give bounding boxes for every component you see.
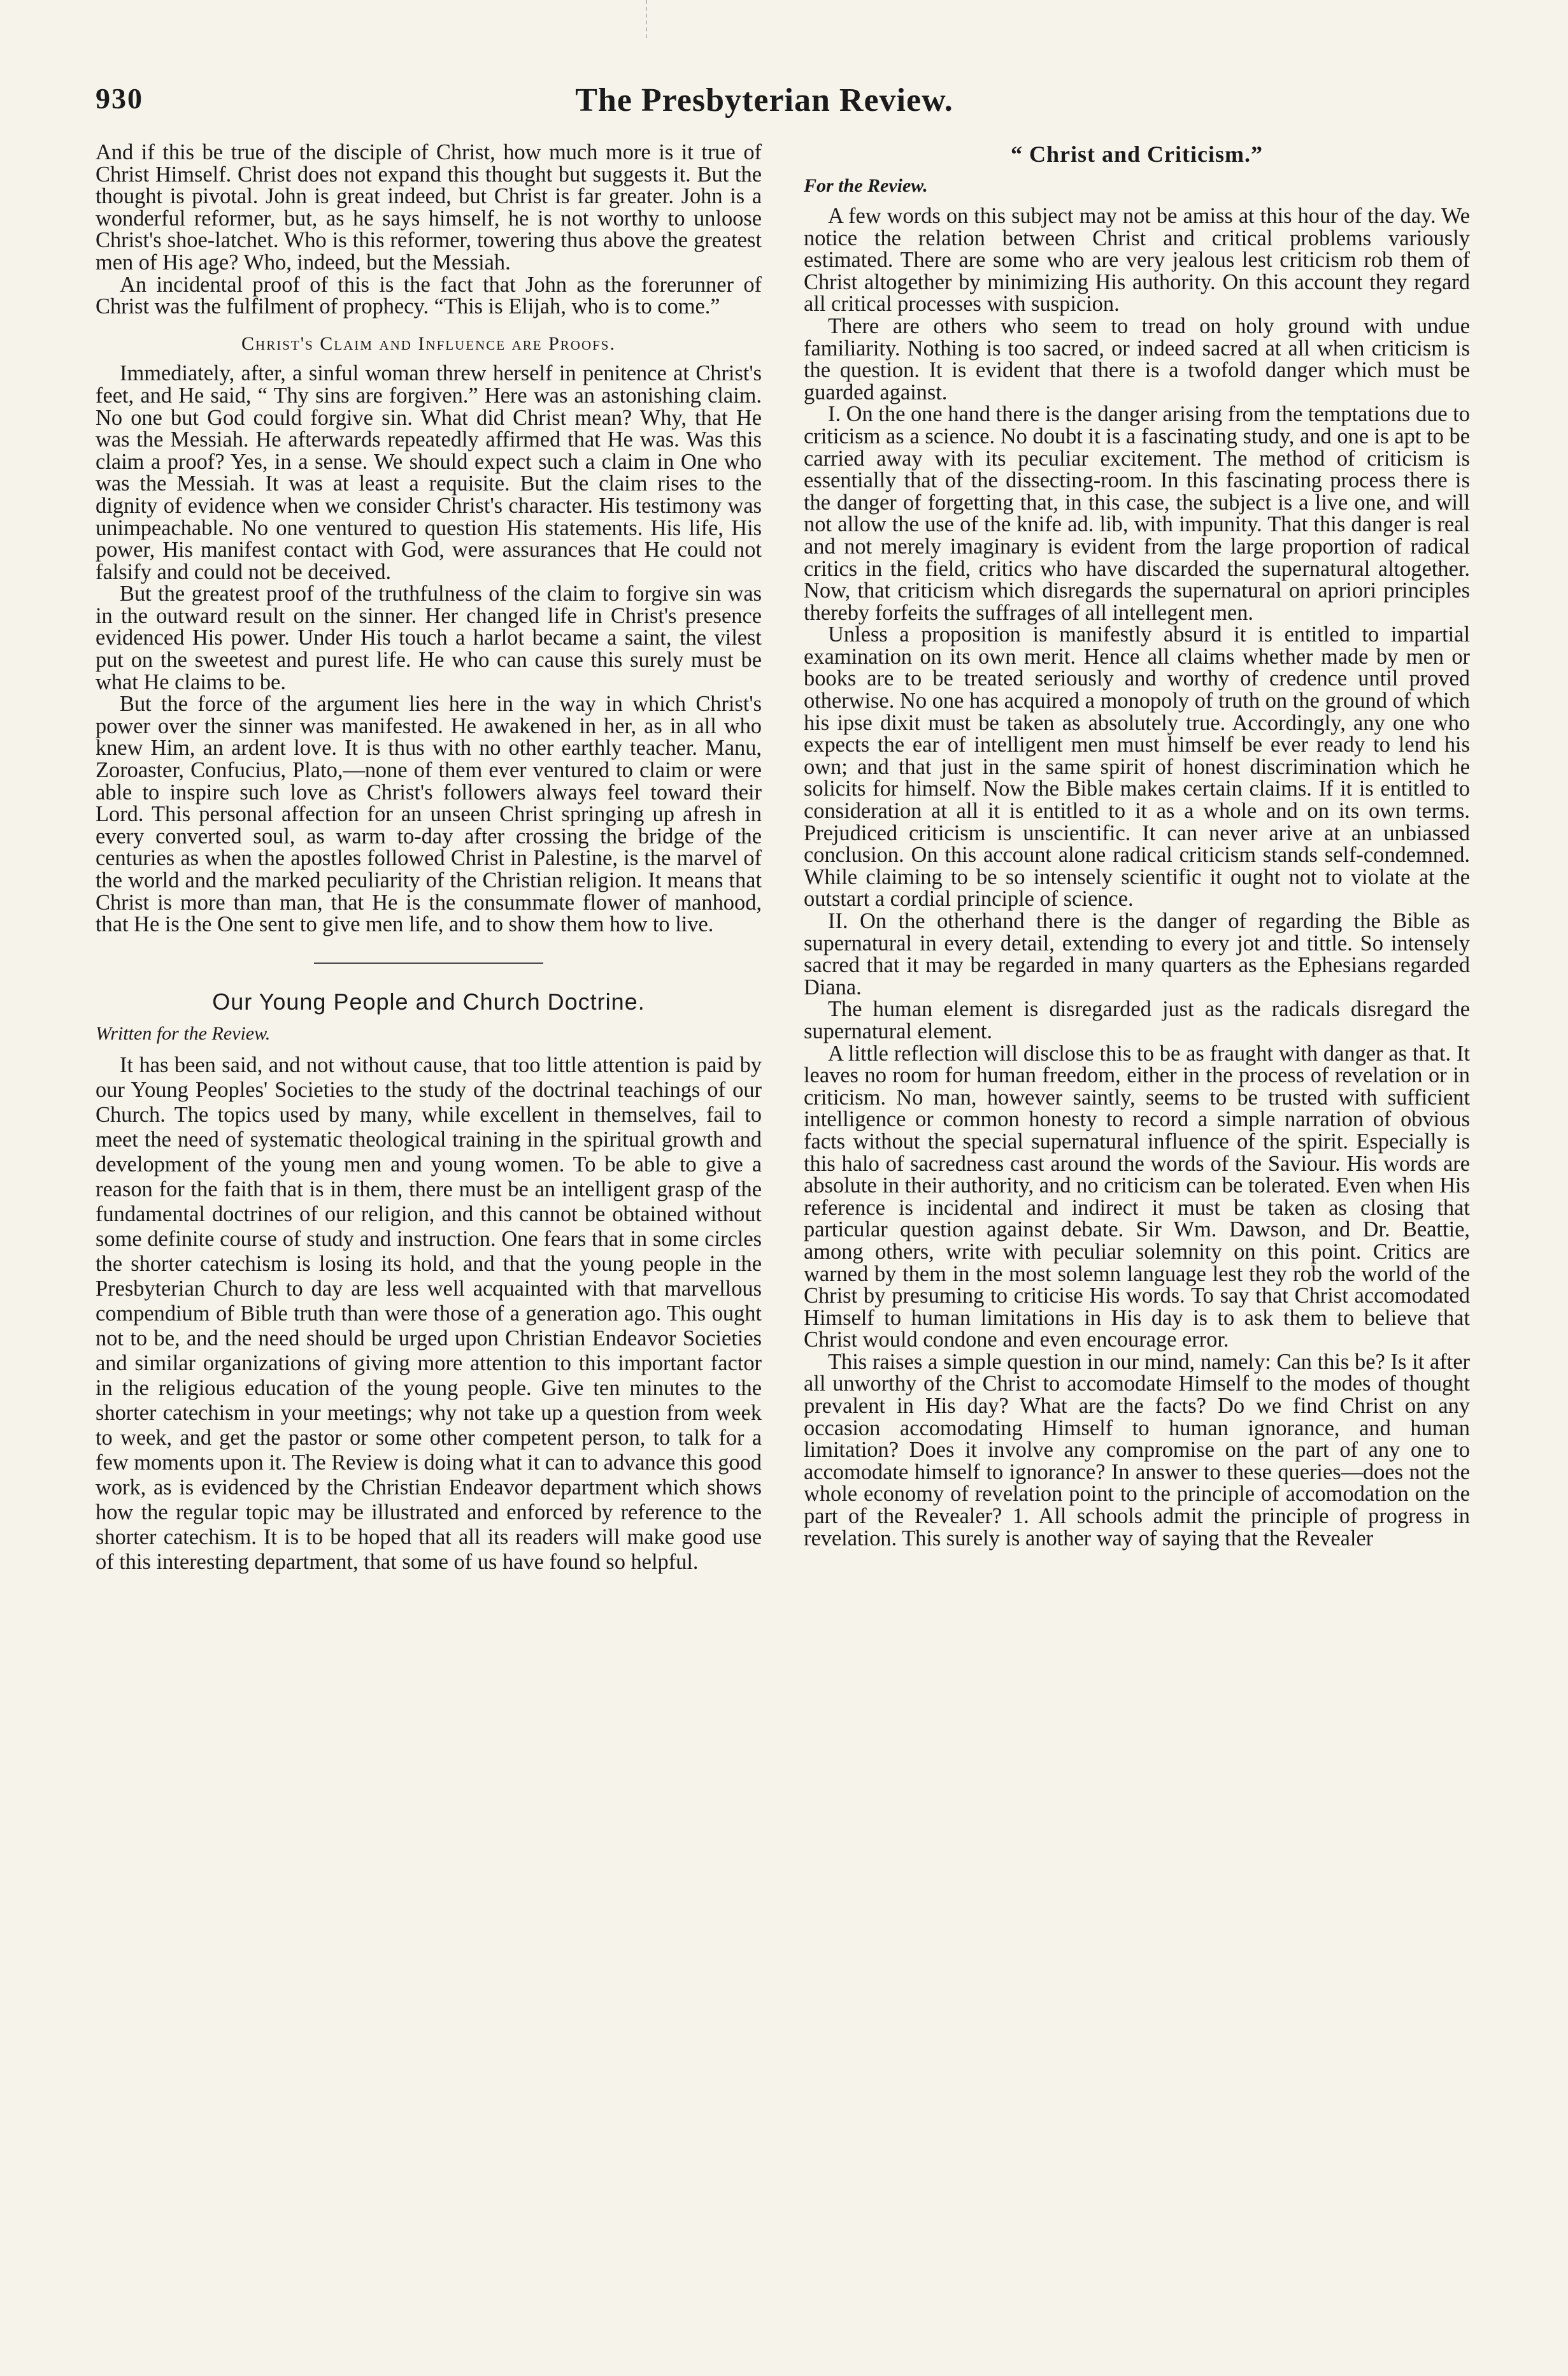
paragraph: Immediately, after, a sinful woman threw herself in penitence at Christ's feet, and He said, “ Thy sins are forgiven.” Here was an astonishing claim. No one but God could forgive sin. What did Christ mean? Why, that He was the Messiah. He afterwards repeatedly affirmed that He was. Was this claim a proof? Yes, in a sense. We should expect such a claim in One who was the Messiah. It was at least a requisite. But the claim rises to the dignity of evidence when we consider Christ's character. His testimony was unimpeachable. No one ventured to question His statements. His life, His power, His manifest contact with God, were assurances that He could not falsify and could not be deceived. [96, 361, 762, 584]
paragraph: The human element is disregarded just as the radicals disregard the supernatural element. [804, 997, 1470, 1043]
right-column [804, 141, 1470, 1549]
left-column [96, 141, 762, 1575]
paragraph: An incidental proof of this is the fact that John as the forerunner of Christ was the fulfilment of prophecy. “This is Elijah, who is to come.” [96, 272, 762, 319]
paragraph: II. On the otherhand there is the danger of regarding the Bible as supernatural in every detail, extending to every jot and tittle. So intensely sacred that it may be regarded in many quarters as the Ephesians regarded Diana. [804, 909, 1470, 999]
paragraph: A little reflection will disclose this to be as fraught with danger as that. It leaves no room for human freedom, either in the process of revelation or in criticism. No man, however saintly, seems to be trusted with sufficient intelligence or common honesty to record a simple narration of obvious facts without the special supernatural influence of the spirit. Especially is this halo of sacredness cast around the words of the Saviour. His words are absolute in their authority, and no criticism can be tolerated. Even when His reference is incidental and indirect it must be taken as closing that particular question against debate. Sir Wm. Dawson, and Dr. Beattie, among others, write with peculiar solemnity on this point. Critics are warned by them in the most solemn language lest they rob the world of the Christ by presuming to criticise His words. To say that Christ accomodated Himself to human limitations in His day is to ask them to believe that Christ would condone and even encourage error. [804, 1041, 1470, 1352]
page-header [96, 82, 1433, 126]
article-title: “ Christ and Criticism.” [1011, 141, 1263, 167]
paragraph: This raises a simple question in our mind, namely: Can this be? Is it after all unworthy of the Christ to accomodate Himself to the modes of thought prevalent in His day? What are the facts? Do we find Christ on any occasion accomodating Himself to human ignorance, and human limitation? Does it involve any compromise on the part of any one to accomodate himself to ignorance? In answer to these queries—does not the whole economy of revelation point to the principle of accomodation on the part of the Revealer? 1. All schools admit the principle of progress in revelation. This surely is another way of saying that the Revealer [804, 1349, 1470, 1550]
paragraph: A few words on this subject may not be amiss at this hour of the day. We notice the relation between Christ and critical problems variously estimated. There are some who are very jealous lest criticism rob them of Christ altogether by minimizing His authority. On this account they regard all critical processes with suspicion. [804, 204, 1470, 317]
article-title: Our Young People and Church Doctrine. [212, 988, 645, 1015]
paragraph: I. On the one hand there is the danger arising from the temptations due to criticism as a science. No doubt it is a fascinating study, and one is apt to be carried away with its peculiar excitement. The method of criticism is essentially that of the dissecting-room. In this fascinating process there is the danger of forgetting that, in this case, the subject is a live one, and will not allow the use of the knife ad. lib, with impunity. That this danger is real and not merely imaginary is evident from the large proportion of radical critics in the field, critics who have discarded the supernatural altogether. Now, that criticism which disregards the supernatural on apriori principles thereby forfeits the suffrages of all intellegent men. [804, 402, 1470, 625]
journal-title: The Presbyterian Review. [575, 82, 953, 118]
scan-fold-mark [646, 0, 648, 38]
paragraph: Unless a proposition is manifestly absurd it is entitled to impartial examination on its own merit. Hence all claims whether made by men or books are to be treated seriously and worthy of credence until proved otherwise. No one has acquired a monopoly of truth on the ground of which his ipse dixit must be taken as absolutely true. Accordingly, any one who expects the ear of intelligent men must himself be ever ready to lend his own; and that just in the same spirit of honest discrimination which he solicits for himself. Now the Bible makes certain claims. If it is entitled to consideration at all it is entitled to it as a whole and on its own terms. Prejudiced criticism is unscientific. It can never arive at an unbiassed conclusion. On this account alone radical criticism stands self-condemned. While claiming to be so intensely scientific it ought not to violate at the outstart a cordial principle of science. [804, 622, 1470, 912]
paragraph: There are others who seem to tread on holy ground with undue familiarity. Nothing is too sacred, or indeed sacred at all when criticism is the question. It is evident that there is a twofold danger which must be guarded against. [804, 313, 1470, 404]
article-byline: For the Review. [804, 175, 928, 196]
paragraph: It has been said, and not without cause, that too little attention is paid by our Young Peoples' Societies to the study of the doctrinal teachings of our Church. The topics used by many, while excellent in themselves, fail to meet the need of systematic theological training in the spiritual growth and development of the young men and young women. To be able to give a reason for the faith that is in them, there must be an intelligent grasp of the fundamental doctrines of our religion, and this cannot be obtained without some definite course of study and instruction. One fears that in some circles the shorter catechism is losing its hold, and that the young people in the Presbyterian Church to day are less well acquainted with that marvellous compendium of Bible truth than were those of a generation ago. This ought not to be, and the need should be urged upon Christian Endeavor Societies and similar organizations of giving more attention to this important factor in the religious education of the young people. Give ten minutes to the shorter catechism in your meetings; why not take up a question from week to week, and get the pastor or some other competent person, to talk for a few moments upon it. The Review is doing what it can to advance this good work, as is evidenced by the Christian Endeavor department which shows how the regular topic may be illustrated and enforced by reference to the shorter catechism. It is to be hoped that all its readers will make good use of this interesting department, that some of us have found so helpful. [96, 1052, 762, 1574]
paragraph: But the force of the argument lies here in the way in which Christ's power over the sinner was manifested. He awakened in her, as in all who knew Him, an ardent love. It is thus with no other earthly teacher. Manu, Zoroaster, Confucius, Plato,—none of them ever ventured to claim or were able to inspire such love as Christ's followers always feel toward their Lord. This personal affection for an unseen Christ springing up afresh in every converted soul, as warm to-day after crossing the bridge of the centuries as when the apostles followed Christ in Palestine, is the marvel of the world and the marked peculiarity of the Christian religion. It means that Christ is more than man, that He is the consummate flower of manhood, that He is the One sent to give men life, and to show them how to live. [96, 692, 762, 937]
page-number: 930 [96, 82, 143, 115]
paragraph: But the greatest proof of the truthfulness of the claim to forgive sin was in the outward result on the sinner. Her changed life in Christ's presence evidenced His power. Under His touch a harlot became a saint, the vilest put on the sweetest and purest life. He who can cause this surely must be what He claims to be. [96, 582, 762, 694]
section-divider [314, 963, 543, 964]
article-byline: Written for the Review. [96, 1022, 271, 1044]
section-heading: Christ's Claim and Influence are Proofs. [241, 333, 616, 354]
paragraph: And if this be true of the disciple of Christ, how much more is it true of Christ Himself. Christ does not expand this thought but suggests it. But the thought is pivotal. John is great indeed, but Christ is far greater. John is a wonderful reformer, but, as he says himself, he is not worthy to unloose Christ's shoe-latchet. Who is this reformer, towering thus above the greatest men of His age? Who, indeed, but the Messiah. [96, 140, 762, 275]
